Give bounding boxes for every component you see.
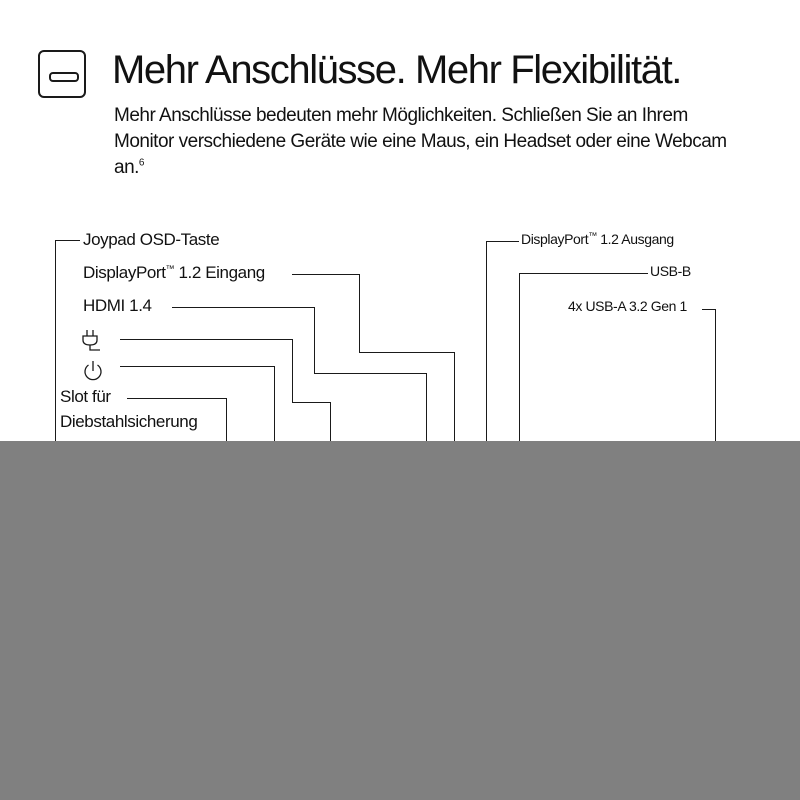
label-usb-b: USB-B [650, 263, 691, 279]
leader-power-in-h2 [292, 402, 331, 403]
label-usb-a: 4x USB-A 3.2 Gen 1 [568, 298, 687, 314]
label-displayport-in-version: 1.2 Eingang [174, 263, 265, 282]
leader-displayport-in-h1 [292, 274, 360, 275]
leader-security-slot-h [127, 398, 227, 399]
leader-power-in-h1 [120, 339, 293, 340]
leader-displayport-in-v2 [454, 352, 455, 441]
leader-power-button-h [120, 366, 275, 367]
label-displayport-in-name: DisplayPort [83, 263, 166, 282]
leader-usb-a-v [715, 309, 716, 441]
power-button-icon [82, 359, 104, 383]
leader-hdmi-v2 [426, 373, 427, 441]
label-joypad-osd: Joypad OSD-Taste [83, 230, 220, 249]
leader-hdmi-h1 [172, 307, 315, 308]
product-photo-area [0, 441, 800, 800]
usb-c-port-slot [49, 72, 79, 82]
photo-area-edge [324, 441, 454, 443]
label-security-slot-line2: Diebstahlsicherung [60, 412, 198, 431]
power-plug-icon [80, 328, 102, 354]
leader-power-button-v [274, 366, 275, 441]
leader-joypad-v [55, 240, 56, 441]
leader-power-in-v1 [292, 339, 293, 403]
page-description [114, 103, 734, 181]
usb-c-port-icon [38, 50, 86, 98]
leader-hdmi-h2 [314, 373, 427, 374]
leader-joypad-h [55, 240, 80, 241]
leader-usb-b-v [519, 273, 520, 441]
leader-displayport-out-h [486, 241, 519, 242]
page-title: Mehr Anschlüsse. Mehr Flexibilität. [112, 48, 682, 92]
leader-usb-b-h [519, 273, 648, 274]
label-displayport-out-name: DisplayPort [521, 231, 589, 247]
label-hdmi: HDMI 1.4 [83, 296, 152, 315]
trademark-sign: ™ [165, 263, 175, 274]
leader-hdmi-v1 [314, 307, 315, 374]
leader-usb-a-h [702, 309, 716, 310]
label-security-slot-line1: Slot für [60, 387, 111, 406]
leader-displayport-in-h2 [359, 352, 455, 353]
leader-displayport-in-v1 [359, 274, 360, 353]
leader-power-in-v2 [330, 402, 331, 441]
leader-displayport-out-v [486, 241, 487, 441]
leader-security-slot-v [226, 398, 227, 441]
label-displayport-in [83, 263, 265, 283]
trademark-sign: ™ [588, 230, 597, 241]
label-displayport-out [521, 231, 674, 248]
footnote-marker: 6 [138, 157, 144, 169]
label-displayport-out-version: 1.2 Ausgang [596, 231, 674, 247]
description-text: Mehr Anschlüsse bedeuten mehr Möglichkeiten. Schließen Sie an Ihrem Monitor verschiedene Geräte wie eine Maus, ein Headset oder eine Webcam an. [114, 105, 727, 178]
